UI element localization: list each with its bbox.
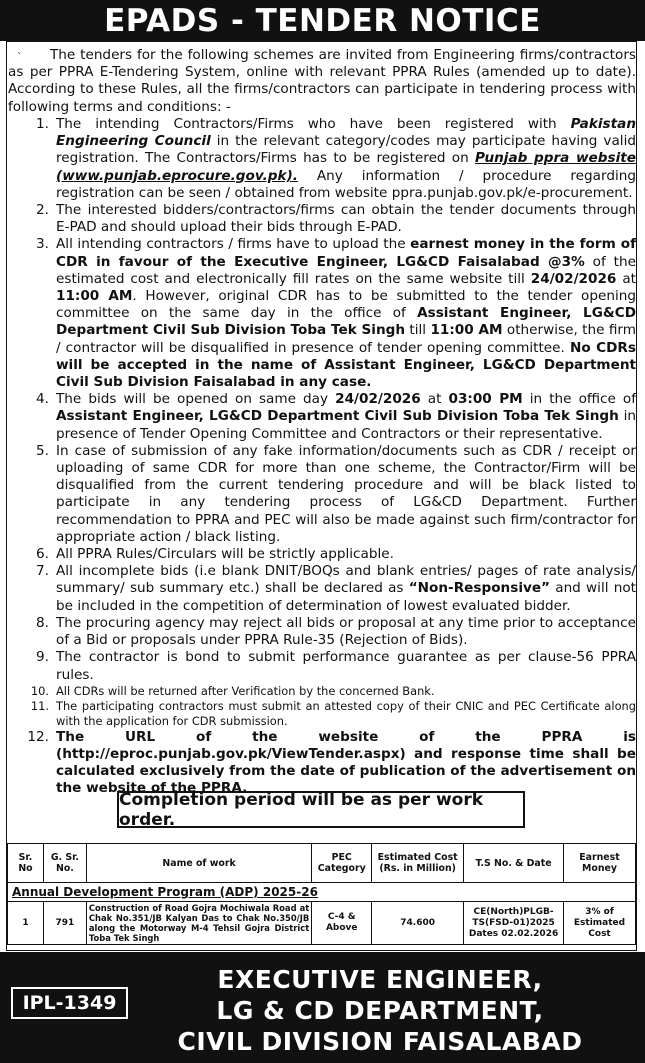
- completion-text: Completion period will be as per work order.: [119, 789, 484, 830]
- term-item: [8, 649, 636, 683]
- term-item: [8, 202, 636, 236]
- term-text: All incomplete bids (i.e blank DNIT/BOQs and blank entries/ pages of rate analysis/ summary/ sub summary etc.) shall be declared as “Non-Responsive” and will not be included in the competition of determination of lowest evaluated bidder.: [56, 563, 636, 614]
- term-item: [8, 443, 636, 546]
- notice-title-text: EPADS - TENDER NOTICE: [104, 2, 541, 39]
- term-item: [8, 615, 636, 649]
- col-name-of-work: Name of work: [86, 844, 311, 883]
- signature-line-2: LG & CD DEPARTMENT,: [216, 996, 544, 1025]
- ipl-code-box: [11, 987, 128, 1019]
- term-item: [8, 236, 636, 391]
- tick-mark: `: [17, 52, 22, 63]
- term-item: [8, 684, 636, 699]
- term-item: [8, 699, 636, 729]
- col-g-sr-no: G. Sr. No.: [43, 844, 86, 883]
- cell-work: Construction of Road Gojra Mochiwala Road at Chak No.351/JB Kalyan Das to Chak No.350/JB along the Motorway M-4 Tehsil Gojra District Toba Tek Singh: [86, 902, 311, 945]
- intro-text: The tenders for the following schemes are invited from Engineering firms/contractors as per PPRA E-Tendering System, online with relevant PPRA Rules (amended up to date). According to these Rules, all the firms/contractors can participate in tendering process with following terms and conditions: -: [8, 47, 636, 115]
- term-item: [8, 546, 636, 563]
- term-number: 6.: [36, 546, 49, 563]
- term-number: 1.: [36, 116, 49, 132]
- term-item: [8, 116, 636, 202]
- footer-banner: [0, 952, 645, 1063]
- col-pec-category: PEC Category: [312, 844, 372, 883]
- col-ts-no-date: T.S No. & Date: [464, 844, 564, 883]
- works-table: [7, 843, 636, 945]
- signature-block: [120, 964, 640, 1057]
- term-number: 4.: [36, 391, 49, 408]
- term-text: The intending Contractors/Firms who have been registered with Pakistan Engineering Council in the relevant category/codes may participate having valid registration. The Contractors/Firms has to be registered on Punjab ppra website (www.punjab.eprocure.gov.pk). Any information / procedure regarding registration can be seen / obtained from website ppra.punjab.gov.pk/e-procurement.: [56, 116, 636, 201]
- term-number: 7.: [36, 563, 49, 580]
- term-text: All PPRA Rules/Circulars will be strictly applicable.: [56, 546, 394, 563]
- section-row: [8, 883, 636, 902]
- term-text: In case of submission of any fake information/documents such as CDR / receipt or uploading of same CDR for more than one scheme, the Contractor/Firm will be disqualified from the current tendering procedure and will be black listed to participate in any tendering process of LG&CD Department. Further recommendation to PPRA and PEC will also be made against such firm/contractor for appropriate action / black listing.: [56, 442, 636, 545]
- term-number: 2.: [36, 202, 49, 219]
- terms-list: [8, 116, 636, 798]
- term-text: The URL of the website of the PPRA is (http://eproc.punjab.gov.pk/ViewTender.aspx) and response time shall be calculated exclusively from the date of publication of the advertisement on the website of the PPRA.: [56, 728, 636, 797]
- term-text: The procuring agency may reject all bids or proposal at any time prior to acceptance of a Bid or proposals under PPRA Rule-35 (Rejection of Bids).: [56, 614, 636, 649]
- cell-earnest: 3% of Estimated Cost: [564, 902, 636, 945]
- cell-gsr: 791: [43, 902, 86, 945]
- table-row: [8, 902, 636, 945]
- completion-notice: [117, 791, 525, 828]
- col-estimated-cost: Estimated Cost (Rs. in Million): [372, 844, 464, 883]
- term-text: The contractor is bond to submit performance guarantee as per clause-56 PPRA rules.: [56, 649, 636, 683]
- table-header-row: [8, 844, 636, 883]
- cell-sr: 1: [8, 902, 44, 945]
- term-item: [8, 563, 636, 615]
- term-text: All intending contractors / firms have to upload the earnest money in the form of CDR in favour of the Executive Engineer, LG&CD Faisalabad @3% of the estimated cost and electronically fill rates on the same website till 24/02/2026 at 11:00 AM. However, original CDR has to be submitted to the tender opening committee on the same day in the office of Assistant Engineer, LG&CD Department Civil Sub Division Toba Tek Singh till 11:00 AM otherwise, the firm / contractor will be disqualified in presence of tender opening committee. No CDRs will be accepted in the name of Assistant Engineer, LG&CD Department Civil Sub Division Faisalabad in any case.: [56, 236, 637, 391]
- cell-ts: CE(North)PLGB-TS(FSD-01)2025 Dates 02.02.2026: [464, 902, 564, 945]
- term-number: 10.: [30, 683, 49, 698]
- term-text: The participating contractors must submit an attested copy of their CNIC and PEC Certificate along with the application for CDR submission.: [56, 698, 636, 728]
- term-number: 3.: [36, 236, 49, 253]
- section-title: Annual Development Program (ADP) 2025-26: [8, 883, 636, 902]
- term-number: 11.: [30, 698, 49, 713]
- cell-pec: C-4 & Above: [312, 902, 372, 945]
- ipl-code: IPL-1349: [22, 992, 117, 1014]
- term-text: The bids will be opened on same day 24/02/2026 at 03:00 PM in the office of Assistant Engineer, LG&CD Department Civil Sub Division Toba Tek Singh in presence of Tender Opening Committee and Contractors or their representative.: [56, 391, 637, 442]
- signature-line-1: EXECUTIVE ENGINEER,: [217, 965, 543, 994]
- intro-paragraph: [8, 47, 636, 116]
- col-earnest-money: Earnest Money: [564, 844, 636, 883]
- col-sr-no: Sr. No: [8, 844, 44, 883]
- signature-line-3: CIVIL DIVISION FAISALABAD: [177, 1027, 583, 1056]
- term-number: 9.: [36, 649, 49, 666]
- term-number: 12.: [27, 728, 49, 745]
- term-text: The interested bidders/contractors/firms can obtain the tender documents through E-PAD and should upload their bids through E-PAD.: [56, 202, 636, 236]
- term-text: All CDRs will be returned after Verification by the concerned Bank.: [56, 683, 435, 698]
- term-item: [8, 729, 636, 798]
- term-number: 8.: [36, 614, 49, 631]
- cell-cost: 74.600: [372, 902, 464, 945]
- term-number: 5.: [36, 442, 49, 459]
- notice-title: [0, 0, 645, 41]
- term-item: [8, 391, 636, 443]
